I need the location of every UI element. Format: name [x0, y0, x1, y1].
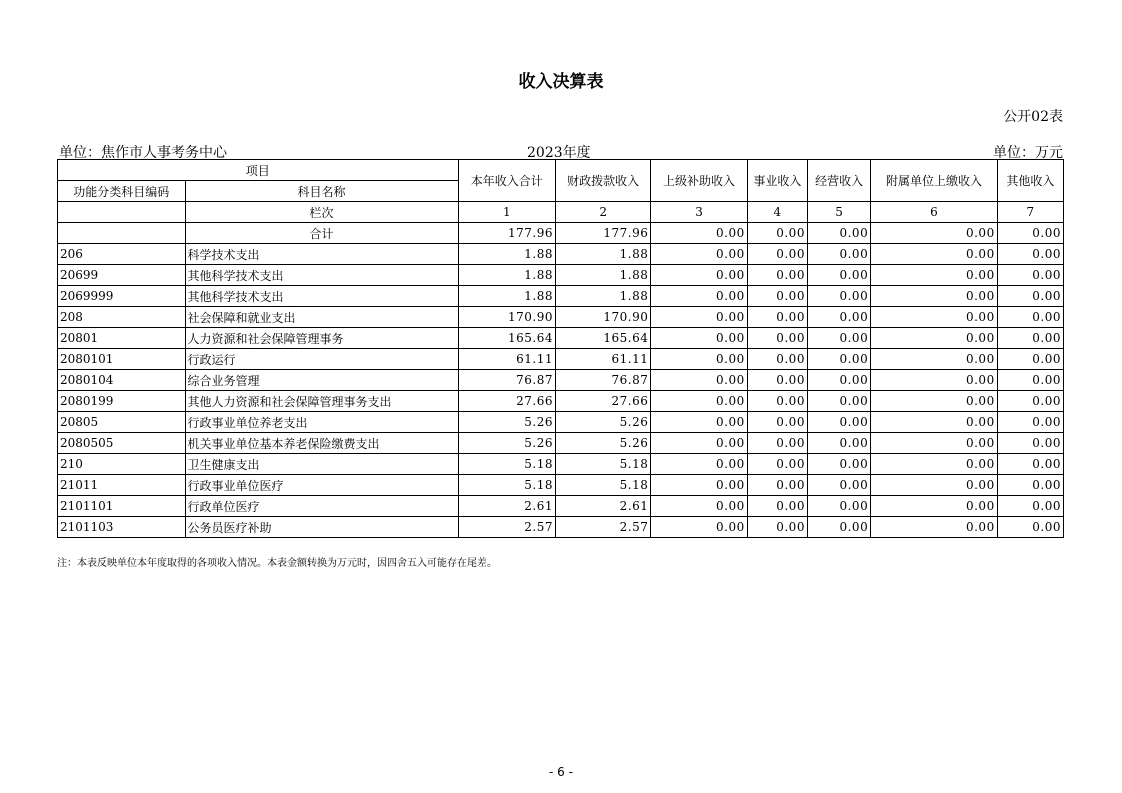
table-row	[58, 265, 1064, 286]
amount-cell: 0.00	[871, 517, 998, 538]
amount-cell: 1.88	[555, 244, 650, 265]
amount-cell: 0.00	[807, 328, 870, 349]
subject-name-cell: 综合业务管理	[185, 370, 458, 391]
amount-cell: 0.00	[871, 370, 998, 391]
function-code-cell: 2080101	[58, 349, 186, 370]
column-index-row	[58, 202, 1064, 223]
amount-cell: 0.00	[871, 265, 998, 286]
total-blank-cell	[58, 223, 186, 244]
amount-cell: 0.00	[747, 412, 807, 433]
amount-cell: 5.26	[555, 433, 650, 454]
column-number: 5	[807, 202, 870, 223]
amount-cell: 0.00	[997, 307, 1063, 328]
amount-cell: 0.00	[997, 517, 1063, 538]
column-number: 3	[651, 202, 747, 223]
amount-cell: 0.00	[807, 244, 870, 265]
revenue-table	[57, 159, 1064, 538]
amount-cell: 0.00	[871, 244, 998, 265]
amount-cell: 170.90	[555, 307, 650, 328]
table-row	[58, 412, 1064, 433]
table-row	[58, 391, 1064, 412]
amount-cell: 27.66	[458, 391, 555, 412]
amount-cell: 27.66	[555, 391, 650, 412]
page-title: 收入决算表	[518, 72, 604, 92]
amount-cell: 0.00	[651, 454, 747, 475]
amount-cell: 0.00	[747, 307, 807, 328]
function-code-cell: 21011	[58, 475, 186, 496]
column-number: 7	[997, 202, 1063, 223]
header-subject-name: 科目名称	[185, 181, 458, 202]
function-code-cell: 20805	[58, 412, 186, 433]
amount-cell: 0.00	[747, 454, 807, 475]
table-row	[58, 244, 1064, 265]
fiscal-year: 2023年度	[527, 145, 591, 161]
amount-cell: 5.18	[458, 475, 555, 496]
subject-name-cell: 公务员医疗补助	[185, 517, 458, 538]
amount-cell: 5.26	[458, 412, 555, 433]
amount-cell: 0.00	[997, 475, 1063, 496]
index-blank-cell	[58, 202, 186, 223]
column-number: 6	[871, 202, 998, 223]
table-row	[58, 475, 1064, 496]
amount-cell: 0.00	[807, 265, 870, 286]
amount-cell: 61.11	[458, 349, 555, 370]
amount-cell: 5.26	[458, 433, 555, 454]
total-value: 177.96	[555, 223, 650, 244]
header-business-income: 事业收入	[747, 160, 807, 202]
amount-cell: 0.00	[747, 265, 807, 286]
amount-cell: 0.00	[747, 349, 807, 370]
function-code-cell: 2101101	[58, 496, 186, 517]
table-row	[58, 496, 1064, 517]
table-row	[58, 370, 1064, 391]
table-row	[58, 328, 1064, 349]
column-number: 2	[555, 202, 650, 223]
column-number: 1	[458, 202, 555, 223]
page-number: - 6 -	[549, 765, 573, 779]
table-body	[58, 202, 1064, 538]
total-value: 0.00	[871, 223, 998, 244]
header-operating-income: 经营收入	[807, 160, 870, 202]
amount-cell: 0.00	[807, 412, 870, 433]
total-label: 合计	[185, 223, 458, 244]
amount-cell: 0.00	[871, 454, 998, 475]
amount-cell: 0.00	[807, 433, 870, 454]
amount-cell: 0.00	[997, 286, 1063, 307]
amount-cell: 1.88	[458, 244, 555, 265]
amount-cell: 0.00	[807, 286, 870, 307]
amount-cell: 0.00	[997, 454, 1063, 475]
table-row	[58, 454, 1064, 475]
amount-cell: 2.61	[555, 496, 650, 517]
amount-cell: 0.00	[747, 328, 807, 349]
amount-cell: 0.00	[651, 370, 747, 391]
amount-cell: 0.00	[871, 412, 998, 433]
amount-cell: 1.88	[555, 265, 650, 286]
amount-cell: 61.11	[555, 349, 650, 370]
function-code-cell: 2080199	[58, 391, 186, 412]
amount-cell: 0.00	[651, 244, 747, 265]
amount-cell: 0.00	[651, 307, 747, 328]
total-value: 0.00	[651, 223, 747, 244]
amount-cell: 0.00	[747, 517, 807, 538]
amount-cell: 0.00	[997, 265, 1063, 286]
amount-cell: 0.00	[871, 475, 998, 496]
header-total-income: 本年收入合计	[458, 160, 555, 202]
amount-cell: 0.00	[651, 496, 747, 517]
amount-cell: 76.87	[458, 370, 555, 391]
function-code-cell: 20801	[58, 328, 186, 349]
amount-cell: 0.00	[997, 412, 1063, 433]
function-code-cell: 2069999	[58, 286, 186, 307]
header-other-income: 其他收入	[997, 160, 1063, 202]
row-index-label: 栏次	[185, 202, 458, 223]
amount-cell: 0.00	[747, 391, 807, 412]
amount-cell: 0.00	[651, 265, 747, 286]
amount-cell: 0.00	[747, 433, 807, 454]
header-project: 项目	[58, 160, 459, 181]
function-code-cell: 20699	[58, 265, 186, 286]
amount-cell: 1.88	[458, 265, 555, 286]
amount-cell: 0.00	[651, 328, 747, 349]
table-row	[58, 286, 1064, 307]
amount-cell: 0.00	[871, 328, 998, 349]
amount-cell: 1.88	[555, 286, 650, 307]
amount-cell: 0.00	[997, 349, 1063, 370]
table-row	[58, 307, 1064, 328]
table-row	[58, 349, 1064, 370]
table-row	[58, 517, 1064, 538]
amount-cell: 0.00	[747, 370, 807, 391]
amount-cell: 0.00	[807, 307, 870, 328]
amount-cell: 0.00	[807, 496, 870, 517]
amount-cell: 5.18	[555, 475, 650, 496]
amount-cell: 0.00	[807, 349, 870, 370]
total-value: 177.96	[458, 223, 555, 244]
amount-cell: 0.00	[997, 328, 1063, 349]
subject-name-cell: 卫生健康支出	[185, 454, 458, 475]
amount-cell: 0.00	[807, 475, 870, 496]
amount-cell: 165.64	[555, 328, 650, 349]
function-code-cell: 210	[58, 454, 186, 475]
header-superior-subsidy: 上级补助收入	[651, 160, 747, 202]
amount-cell: 0.00	[871, 496, 998, 517]
subject-name-cell: 行政事业单位养老支出	[185, 412, 458, 433]
function-code-cell: 2080505	[58, 433, 186, 454]
amount-cell: 5.26	[555, 412, 650, 433]
subject-name-cell: 社会保障和就业支出	[185, 307, 458, 328]
total-value: 0.00	[997, 223, 1063, 244]
amount-cell: 0.00	[651, 517, 747, 538]
amount-cell: 0.00	[807, 370, 870, 391]
amount-cell: 0.00	[747, 286, 807, 307]
reporting-unit: 单位：焦作市人事考务中心	[59, 145, 227, 161]
amount-cell: 0.00	[807, 391, 870, 412]
subject-name-cell: 人力资源和社会保障管理事务	[185, 328, 458, 349]
table-header	[58, 160, 1064, 202]
amount-cell: 0.00	[871, 349, 998, 370]
function-code-cell: 206	[58, 244, 186, 265]
amount-cell: 0.00	[651, 391, 747, 412]
amount-cell: 0.00	[997, 244, 1063, 265]
amount-cell: 0.00	[807, 517, 870, 538]
subject-name-cell: 机关事业单位基本养老保险缴费支出	[185, 433, 458, 454]
function-code-cell: 2101103	[58, 517, 186, 538]
amount-cell: 2.61	[458, 496, 555, 517]
amount-cell: 0.00	[651, 349, 747, 370]
amount-cell: 5.18	[458, 454, 555, 475]
amount-cell: 0.00	[871, 433, 998, 454]
amount-cell: 0.00	[871, 391, 998, 412]
amount-cell: 0.00	[871, 307, 998, 328]
currency-unit: 单位：万元	[993, 145, 1063, 161]
amount-cell: 0.00	[871, 286, 998, 307]
amount-cell: 5.18	[555, 454, 650, 475]
amount-cell: 1.88	[458, 286, 555, 307]
amount-cell: 76.87	[555, 370, 650, 391]
amount-cell: 0.00	[997, 391, 1063, 412]
subject-name-cell: 行政单位医疗	[185, 496, 458, 517]
form-number: 公开02表	[1003, 109, 1063, 125]
total-value: 0.00	[807, 223, 870, 244]
amount-cell: 165.64	[458, 328, 555, 349]
total-value: 0.00	[747, 223, 807, 244]
subject-name-cell: 行政事业单位医疗	[185, 475, 458, 496]
amount-cell: 0.00	[747, 475, 807, 496]
amount-cell: 170.90	[458, 307, 555, 328]
subject-name-cell: 其他科学技术支出	[185, 265, 458, 286]
subject-name-cell: 科学技术支出	[185, 244, 458, 265]
subject-name-cell: 行政运行	[185, 349, 458, 370]
total-row	[58, 223, 1064, 244]
amount-cell: 0.00	[997, 496, 1063, 517]
subject-name-cell: 其他科学技术支出	[185, 286, 458, 307]
table-row	[58, 433, 1064, 454]
amount-cell: 0.00	[807, 454, 870, 475]
amount-cell: 0.00	[997, 433, 1063, 454]
column-number: 4	[747, 202, 807, 223]
amount-cell: 0.00	[651, 475, 747, 496]
subject-name-cell: 其他人力资源和社会保障管理事务支出	[185, 391, 458, 412]
function-code-cell: 208	[58, 307, 186, 328]
amount-cell: 0.00	[651, 286, 747, 307]
amount-cell: 2.57	[458, 517, 555, 538]
function-code-cell: 2080104	[58, 370, 186, 391]
footnote: 注：本表反映单位本年度取得的各项收入情况。本表金额转换为万元时，因四舍五入可能存在尾差。	[57, 558, 497, 569]
header-affiliated-income: 附属单位上缴收入	[871, 160, 998, 202]
amount-cell: 2.57	[555, 517, 650, 538]
amount-cell: 0.00	[747, 244, 807, 265]
amount-cell: 0.00	[651, 433, 747, 454]
amount-cell: 0.00	[747, 496, 807, 517]
amount-cell: 0.00	[651, 412, 747, 433]
header-fiscal-allocation: 财政拨款收入	[555, 160, 650, 202]
amount-cell: 0.00	[997, 370, 1063, 391]
header-function-code: 功能分类科目编码	[58, 181, 186, 202]
